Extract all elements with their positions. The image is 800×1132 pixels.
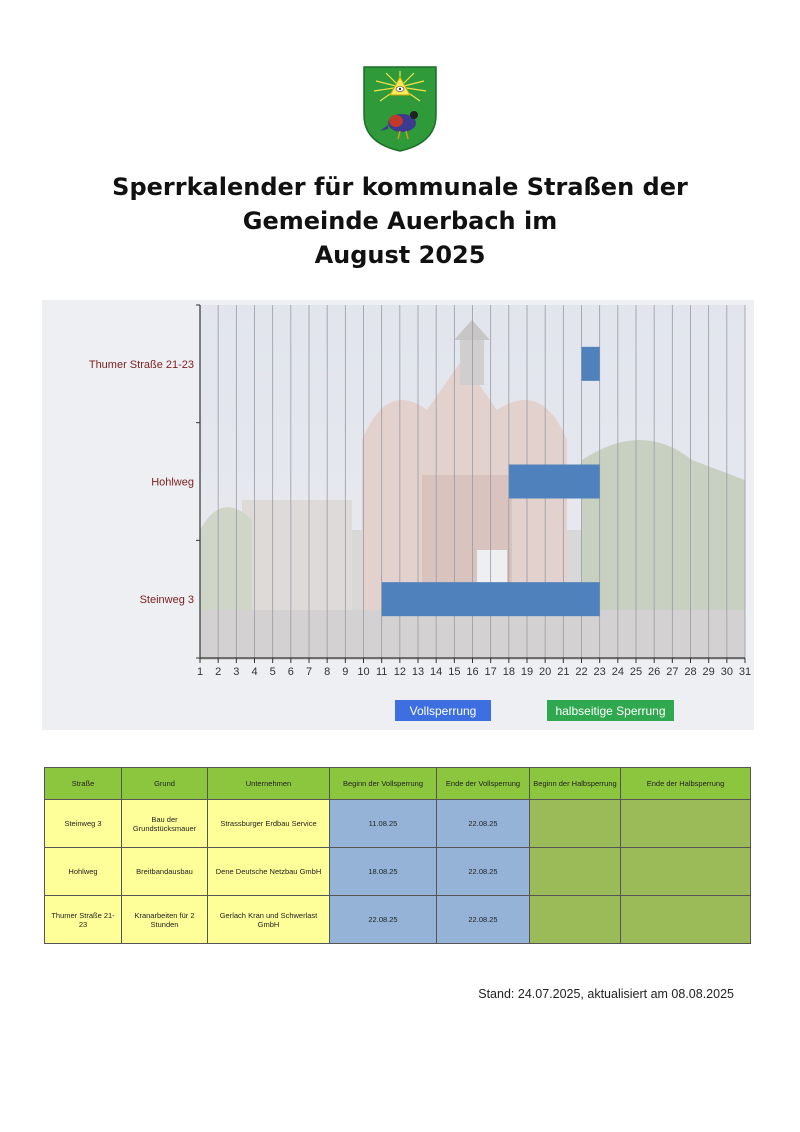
cell-strasse: Thumer Straße 21-23	[45, 896, 122, 944]
table-row	[45, 800, 751, 848]
y-category-label: Thumer Straße 21-23	[88, 358, 194, 371]
x-tick-label: 29	[702, 666, 715, 678]
header-ende-voll: Ende der Vollsperrung	[437, 768, 530, 800]
bar-thumer-stra-e-21-23	[582, 347, 600, 381]
x-tick-label: 24	[611, 666, 624, 678]
closure-table	[44, 767, 750, 944]
cell-beginn-voll: 18.08.25	[330, 848, 437, 896]
cell-strasse: Steinweg 3	[45, 800, 122, 848]
page-title	[0, 170, 800, 272]
x-tick-label: 12	[393, 666, 406, 678]
header-ende-halb: Ende der Halbsperrung	[621, 768, 751, 800]
cell-beginn-voll: 22.08.25	[330, 896, 437, 944]
table-header-row	[45, 768, 751, 800]
x-tick-label: 28	[684, 666, 697, 678]
legend-label: Vollsperrung	[409, 704, 477, 718]
x-tick-label: 15	[448, 666, 461, 678]
x-tick-label: 16	[466, 666, 479, 678]
x-tick-label: 27	[666, 666, 679, 678]
cell-ende-voll: 22.08.25	[437, 896, 530, 944]
cell-beginn-voll: 11.08.25	[330, 800, 437, 848]
x-tick-label: 14	[430, 666, 443, 678]
x-tick-label: 26	[648, 666, 661, 678]
y-category-label: Hohlweg	[151, 476, 194, 489]
bar-steinweg-3	[382, 582, 600, 616]
cell-ende-halb	[621, 800, 751, 848]
cell-beginn-halb	[530, 896, 621, 944]
x-tick-label: 9	[342, 666, 349, 678]
x-tick-label: 19	[520, 666, 534, 678]
cell-unternehmen: Dene Deutsche Netzbau GmbH	[208, 848, 330, 896]
x-tick-label: 23	[593, 666, 606, 678]
cell-ende-halb	[621, 896, 751, 944]
x-tick-label: 31	[738, 666, 752, 678]
coat-of-arms-icon	[362, 65, 438, 153]
cell-unternehmen: Gerlach Kran und Schwerlast GmbH	[208, 896, 330, 944]
cell-ende-halb	[621, 848, 751, 896]
header-strasse: Straße	[45, 768, 122, 800]
x-tick-label: 5	[269, 666, 276, 678]
cell-beginn-halb	[530, 848, 621, 896]
status-date: Stand: 24.07.2025, aktualisiert am 08.08.2025	[478, 987, 734, 1001]
bar-hohlweg	[509, 465, 600, 499]
x-tick-label: 21	[557, 666, 570, 678]
y-category-label: Steinweg 3	[139, 594, 194, 607]
cell-grund: Bau der Grundstücksmauer	[122, 800, 208, 848]
cell-beginn-halb	[530, 800, 621, 848]
cell-ende-voll: 22.08.25	[437, 848, 530, 896]
x-tick-label: 17	[484, 666, 497, 678]
x-tick-label: 6	[287, 666, 294, 678]
x-tick-label: 22	[575, 666, 588, 678]
header-beginn-halb: Beginn der Halbsperrung	[530, 768, 621, 800]
x-tick-label: 4	[251, 666, 258, 678]
x-tick-label: 10	[357, 666, 370, 678]
x-tick-label: 2	[215, 666, 222, 678]
cell-ende-voll: 22.08.25	[437, 800, 530, 848]
x-tick-label: 18	[502, 666, 515, 678]
x-tick-label: 8	[324, 666, 331, 678]
title-line-2: Gemeinde Auerbach im	[242, 207, 558, 235]
x-tick-label: 3	[233, 666, 240, 678]
x-tick-label: 25	[629, 666, 643, 678]
x-tick-label: 1	[196, 666, 204, 678]
cell-strasse: Hohlweg	[45, 848, 122, 896]
table-row	[45, 848, 751, 896]
cell-unternehmen: Strassburger Erdbau Service	[208, 800, 330, 848]
x-tick-label: 20	[539, 666, 552, 678]
closure-gantt-chart	[42, 300, 754, 730]
header-unternehmen: Unternehmen	[208, 768, 330, 800]
title-line-1: Sperrkalender für kommunale Straßen der	[112, 173, 688, 201]
cell-grund: Kranarbeiten für 2 Stunden	[122, 896, 208, 944]
legend-label: halbseitige Sperrung	[555, 704, 666, 718]
x-tick-label: 30	[720, 666, 733, 678]
x-tick-label: 13	[411, 666, 425, 678]
x-tick-label: 11	[375, 666, 388, 678]
header-grund: Grund	[122, 768, 208, 800]
cell-grund: Breitbandausbau	[122, 848, 208, 896]
x-tick-label: 7	[305, 666, 313, 678]
table-row	[45, 896, 751, 944]
title-line-3: August 2025	[314, 241, 486, 269]
header-beginn-voll: Beginn der Vollsperrung	[330, 768, 437, 800]
